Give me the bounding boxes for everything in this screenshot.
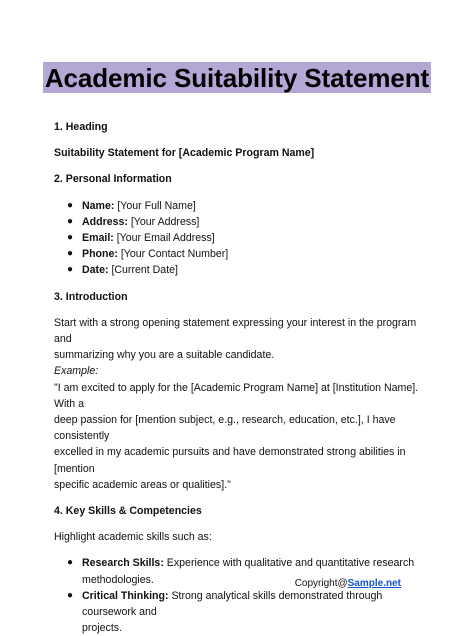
quote-line-2: deep passion for [mention subject, e.g., research, education, etc.], I have consistently: [54, 414, 396, 443]
quote-line-1: "I am excited to apply for the [Academic Program Name] at [Institution Name]. With a: [54, 381, 419, 410]
skills-intro: Highlight academic skills such as:: [54, 531, 212, 544]
field-key: Phone:: [82, 248, 118, 261]
field-value: [Your Email Address]: [113, 232, 215, 245]
copyright-text: Copyright@: [294, 578, 348, 589]
section-personal-title: 2. Personal Information: [54, 173, 172, 186]
list-item: [54, 262, 426, 278]
bullet-icon: ●: [67, 215, 74, 227]
list-item: [54, 198, 426, 214]
skill-key: Research Skills:: [82, 557, 164, 570]
skills-list: [54, 555, 426, 636]
field-key: Email:: [82, 232, 114, 245]
footer-copyright: [0, 577, 401, 590]
example-label: Example:: [54, 365, 99, 378]
list-item: [54, 230, 426, 246]
bullet-icon: ●: [67, 232, 74, 244]
field-value: [Your Contact Number]: [117, 248, 229, 261]
section-skills-title: 4. Key Skills & Competencies: [54, 505, 202, 518]
skill-desc: Experience with qualitative and quantitative research: [163, 557, 415, 570]
field-key: Name:: [82, 199, 115, 212]
document-title: Academic Suitability Statement: [44, 63, 430, 93]
title-wrap: [0, 62, 474, 93]
skill-desc: Strong analytical skills demonstrated through coursework and: [82, 589, 383, 619]
bullet-icon: ●: [67, 589, 74, 601]
field-key: Date:: [82, 264, 109, 277]
skill-key: Critical Thinking:: [82, 589, 169, 602]
quote-line-3: excelled in my academic pursuits and have demonstrated strong abilities in [mention: [54, 446, 406, 475]
document-body: [54, 119, 426, 636]
heading-statement: Suitability Statement for [Academic Program Name]: [54, 147, 315, 160]
bullet-icon: ●: [67, 557, 74, 569]
personal-info-list: [54, 198, 426, 279]
bullet-icon: ●: [67, 199, 74, 211]
sample-net-link[interactable]: Sample.net: [347, 578, 401, 589]
field-value: [Your Address]: [127, 215, 200, 228]
field-key: Address:: [82, 215, 128, 228]
bullet-icon: ●: [67, 248, 74, 260]
section-introduction-title: 3. Introduction: [54, 290, 128, 303]
list-item: [54, 246, 426, 262]
skill-desc-cont: methodologies.: [82, 573, 154, 586]
field-value: [Your Full Name]: [114, 199, 196, 212]
list-item: [54, 214, 426, 230]
skill-desc-cont: projects.: [82, 622, 123, 635]
intro-line-1: Start with a strong opening statement expressing your interest in the program and: [54, 316, 417, 346]
intro-line-2: summarizing why you are a suitable candidate.: [54, 349, 275, 362]
quote-line-4: specific academic areas or qualities].": [54, 478, 231, 491]
bullet-icon: ●: [67, 264, 74, 276]
field-value: [Current Date]: [108, 264, 178, 277]
section-heading-title: 1. Heading: [54, 121, 108, 133]
